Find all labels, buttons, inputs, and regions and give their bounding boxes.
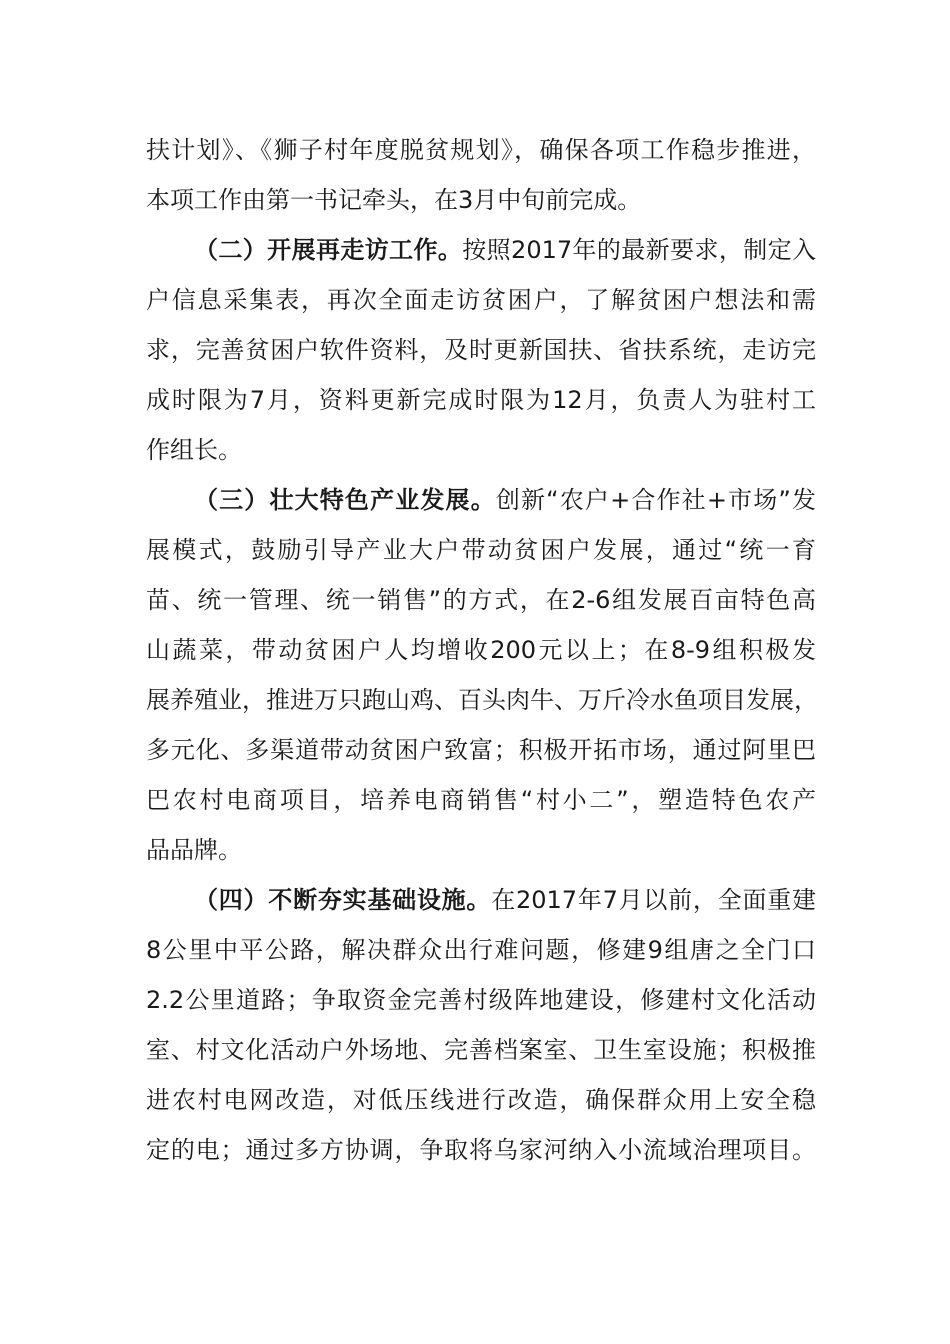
paragraph-first-line: [194, 880, 816, 920]
paragraph-first-line: [194, 480, 816, 520]
text-line: [146, 630, 816, 670]
line-text: 巴农村电商项目，培养电商销售“村小二”，塑造特色农产: [146, 786, 816, 814]
text-line: [146, 330, 816, 370]
line-text: 品品牌。: [146, 836, 242, 864]
text-line: [146, 730, 816, 770]
text-line: [146, 180, 816, 220]
text-line: [146, 1130, 816, 1170]
line-text: 按照2017年的最新要求，制定入: [462, 236, 817, 264]
section-heading: （二）开展再走访工作。: [194, 236, 463, 264]
line-text: 扶计划》、《狮子村年度脱贫规划》，确保各项工作稳步推进，: [146, 136, 816, 164]
line-text: 在2017年7月以前，全面重建: [491, 886, 816, 914]
text-line: [146, 530, 816, 570]
text-line: [146, 130, 816, 170]
line-text: 多元化、多渠道带动贫困户致富；积极开拓市场，通过阿里巴: [146, 736, 816, 764]
text-line: [146, 280, 816, 320]
paragraph-first-line: [194, 230, 816, 270]
text-line: [146, 930, 816, 970]
text-line: [146, 1080, 816, 1120]
line-text: 定的电；通过多方协调，争取将乌家河纳入小流域治理项目。: [146, 1136, 816, 1164]
section-heading: （四）不断夯实基础设施。: [194, 886, 492, 914]
text-line: [146, 430, 816, 470]
line-text: 室、村文化活动户外场地、完善档案室、卫生室设施；积极推: [146, 1036, 816, 1064]
line-text: 求，完善贫困户软件资料，及时更新国扶、省扶系统，走访完: [146, 336, 816, 364]
text-line: [146, 580, 816, 620]
line-text: 进农村电网改造，对低压线进行改造，确保群众用上安全稳: [146, 1086, 816, 1114]
text-line: [146, 680, 816, 720]
line-text: 户信息采集表，再次全面走访贫困户，了解贫困户想法和需: [146, 286, 816, 314]
line-text: 作组长。: [146, 436, 242, 464]
line-text: 成时限为7月，资料更新完成时限为12月，负责人为驻村工: [146, 386, 816, 414]
line-text: 山蔬菜，带动贫困户人均增收200元以上；在8-9组积极发: [146, 636, 816, 664]
text-line: [146, 1030, 816, 1070]
text-line: [146, 830, 816, 870]
line-text: 展模式，鼓励引导产业大户带动贫困户发展，通过“统一育: [146, 536, 816, 564]
line-text: 创新“农户+合作社+市场”发: [495, 486, 816, 514]
line-text: 展养殖业，推进万只跑山鸡、百头肉牛、万斤冷水鱼项目发展，: [146, 686, 818, 714]
line-text: 苗、统一管理、统一销售”的方式，在2-6组发展百亩特色高: [146, 586, 816, 614]
text-line: [146, 380, 816, 420]
line-text: 本项工作由第一书记牵头，在3月中旬前完成。: [146, 186, 642, 214]
line-text: 2.2公里道路；争取资金完善村级阵地建设，修建村文化活动: [146, 986, 816, 1014]
line-text: 8公里中平公路，解决群众出行难问题，修建9组唐之全门口: [146, 936, 816, 964]
section-heading: （三）壮大特色产业发展。: [194, 486, 496, 514]
text-line: [146, 980, 816, 1020]
text-line: [146, 780, 816, 820]
